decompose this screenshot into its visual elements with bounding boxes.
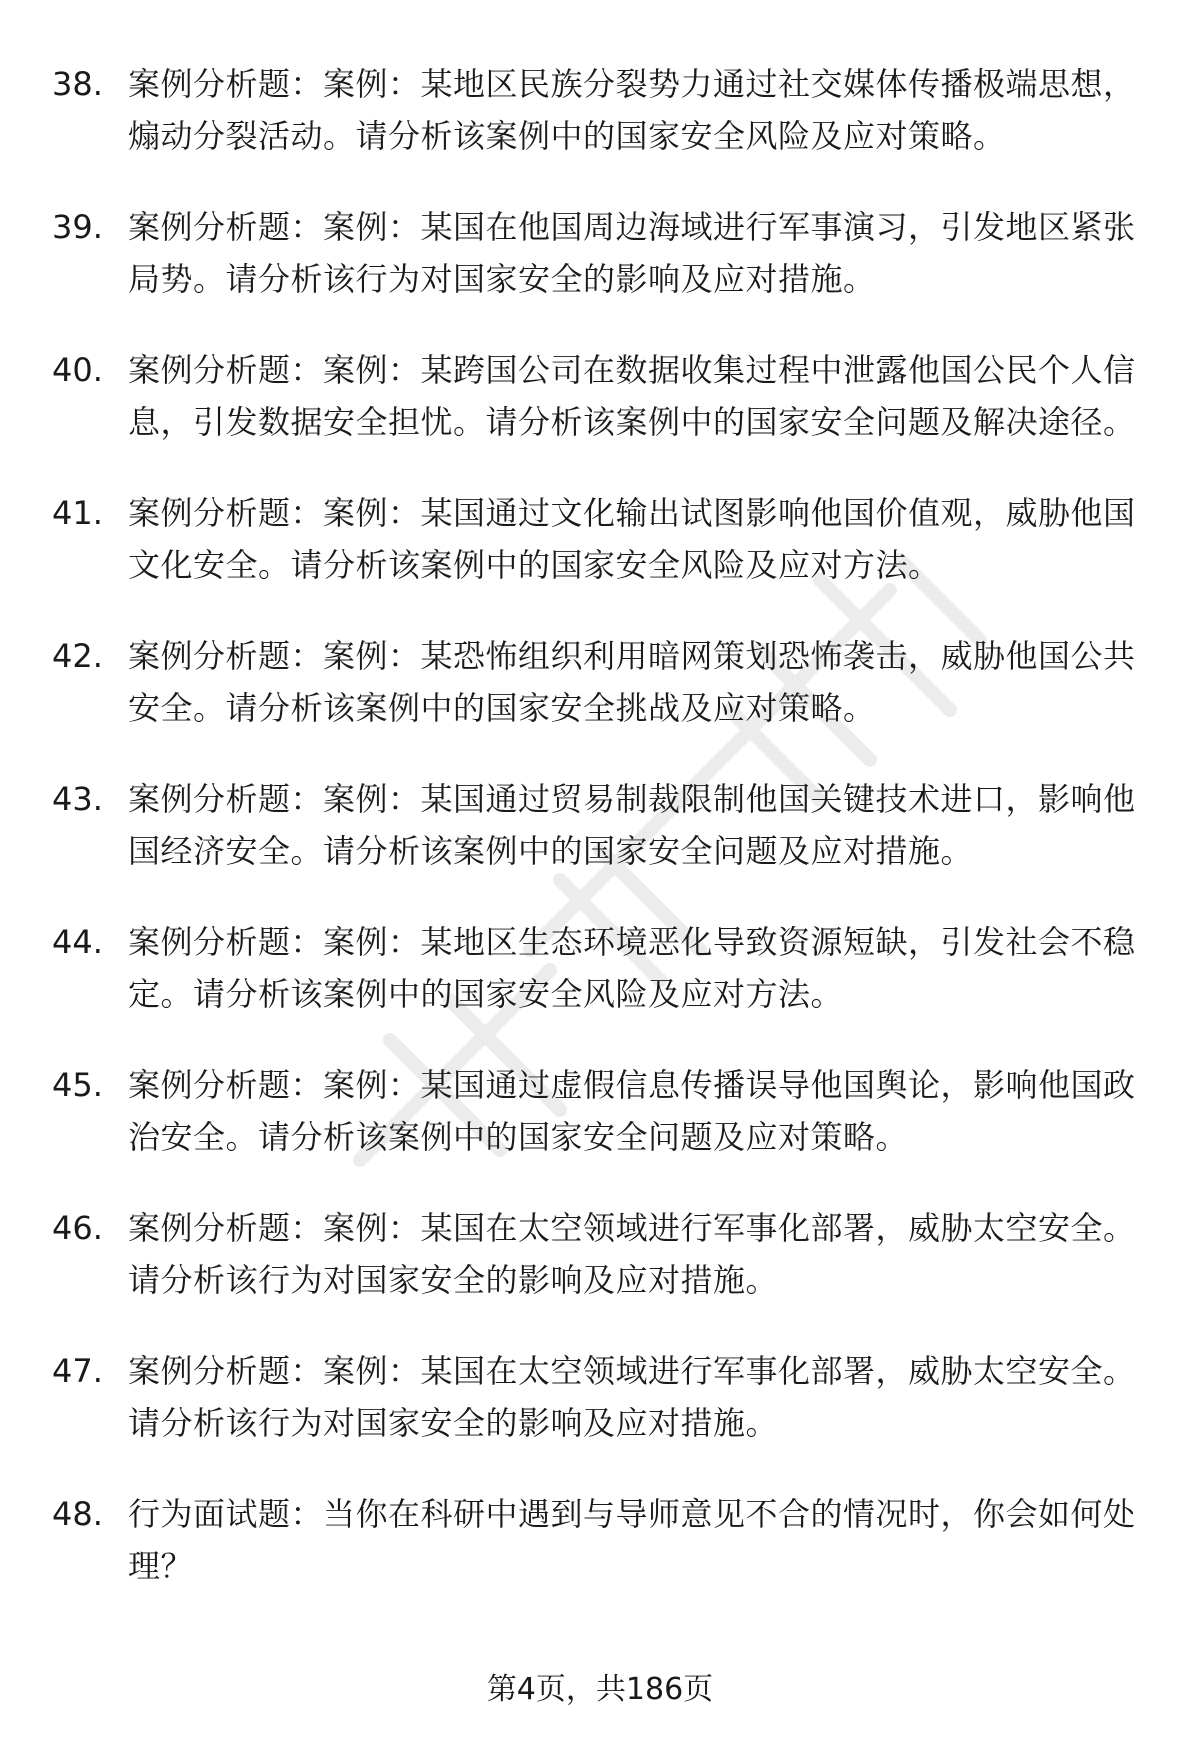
question-list: [0, 58, 1200, 1631]
question-text: 案例分析题：案例：某地区生态环境恶化导致资源短缺，引发社会不稳定。请分析该案例中的国家安全风险及应对方法。: [128, 923, 1136, 1013]
question-item: [0, 58, 1200, 162]
question-item: [0, 1488, 1200, 1592]
question-number: 41.: [52, 494, 103, 532]
question-text: 案例分析题：案例：某国通过贸易制裁限制他国关键技术进口，影响他国经济安全。请分析该案例中的国家安全问题及应对措施。: [128, 780, 1136, 870]
question-number: 38.: [52, 65, 103, 103]
question-item: [0, 1202, 1200, 1306]
question-number: 40.: [52, 351, 103, 389]
question-number: 42.: [52, 637, 103, 675]
question-number: 45.: [52, 1066, 103, 1104]
question-number: 47.: [52, 1352, 103, 1390]
question-item: [0, 201, 1200, 305]
question-text: 案例分析题：案例：某国通过文化输出试图影响他国价值观，威胁他国文化安全。请分析该案例中的国家安全风险及应对方法。: [128, 494, 1136, 584]
question-item: [0, 630, 1200, 734]
question-text: 行为面试题：当你在科研中遇到与导师意见不合的情况时，你会如何处理？: [128, 1495, 1136, 1585]
question-number: 44.: [52, 923, 103, 961]
question-text: 案例分析题：案例：某跨国公司在数据收集过程中泄露他国公民个人信息，引发数据安全担忧。请分析该案例中的国家安全问题及解决途径。: [128, 351, 1136, 441]
page-footer: 第4页，共186页: [486, 1672, 714, 1707]
question-item: [0, 916, 1200, 1020]
question-item: [0, 1345, 1200, 1449]
question-text: 案例分析题：案例：某国在他国周边海域进行军事演习，引发地区紧张局势。请分析该行为对国家安全的影响及应对措施。: [128, 208, 1136, 298]
question-number: 46.: [52, 1209, 103, 1247]
question-text: 案例分析题：案例：某恐怖组织利用暗网策划恐怖袭击，威胁他国公共安全。请分析该案例中的国家安全挑战及应对策略。: [128, 637, 1136, 727]
question-number: 48.: [52, 1495, 103, 1533]
question-text: 案例分析题：案例：某国通过虚假信息传播误导他国舆论，影响他国政治安全。请分析该案例中的国家安全问题及应对策略。: [128, 1066, 1136, 1156]
question-text: 案例分析题：案例：某地区民族分裂势力通过社交媒体传播极端思想，煽动分裂活动。请分析该案例中的国家安全风险及应对策略。: [128, 65, 1136, 155]
question-item: [0, 1059, 1200, 1163]
question-item: [0, 487, 1200, 591]
question-text: 案例分析题：案例：某国在太空领域进行军事化部署，威胁太空安全。请分析该行为对国家安全的影响及应对措施。: [128, 1209, 1136, 1299]
question-item: [0, 344, 1200, 448]
question-number: 39.: [52, 208, 103, 246]
question-number: 43.: [52, 780, 103, 818]
question-item: [0, 773, 1200, 877]
question-text: 案例分析题：案例：某国在太空领域进行军事化部署，威胁太空安全。请分析该行为对国家安全的影响及应对措施。: [128, 1352, 1136, 1442]
